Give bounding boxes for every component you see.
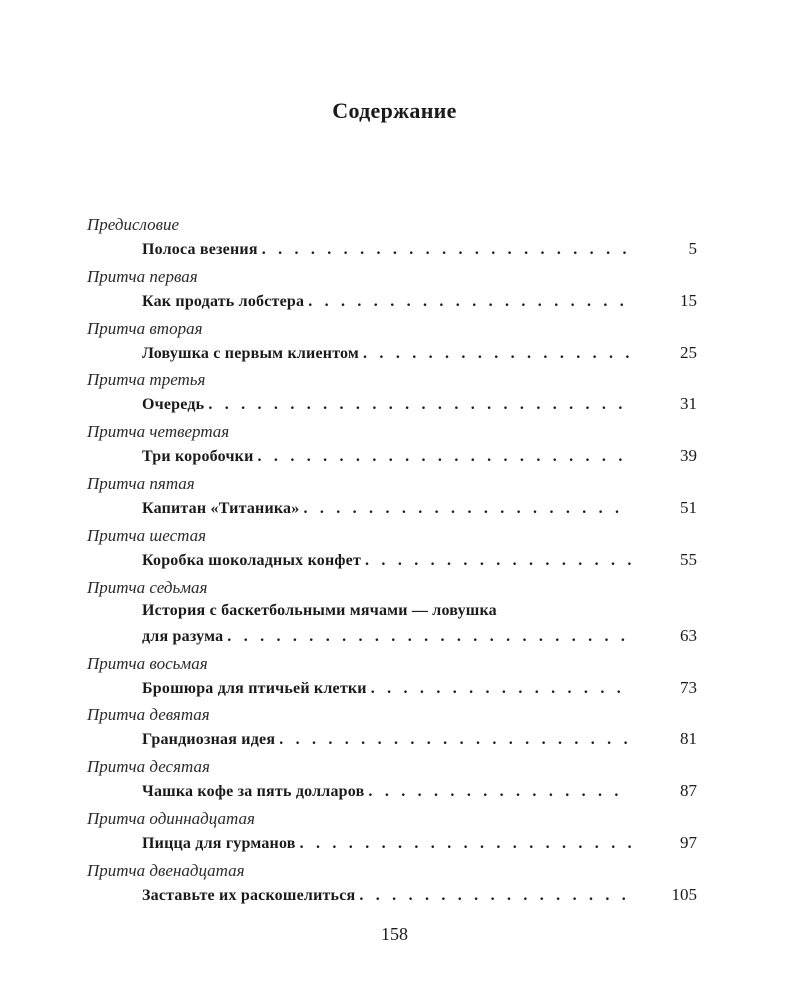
section-label: Предисловие [87,215,180,234]
page-number: 87 [680,781,697,801]
toc-line[interactable] [142,498,697,518]
toc-line[interactable] [142,394,697,414]
section-label: Притча пятая [87,473,195,493]
page-number: 97 [680,832,697,852]
section-label: Притча вторая [87,318,203,338]
page-title: Содержание [332,98,457,123]
toc-line[interactable] [142,291,697,311]
toc-line[interactable] [142,781,697,801]
toc-line[interactable] [142,446,697,466]
page-number: 51 [680,497,697,517]
page-number: 39 [680,446,697,466]
toc-entry [87,861,697,913]
chapter-title: Как продать лобстера [142,292,305,310]
chapter-title: Пицца для гурманов [142,834,296,852]
toc-entry [87,474,697,526]
toc-entry [87,809,697,861]
page-number: 31 [680,394,697,414]
page-number: 55 [680,549,697,569]
section-label: Притча девятая [87,705,210,725]
section-label: Притча четвертая [87,422,230,442]
toc-line[interactable] [142,602,697,620]
toc-line[interactable] [142,833,697,853]
section-label: Притча первая [87,266,198,286]
dot-leader [363,345,631,363]
table-of-contents [87,215,697,913]
page-number: 63 [680,625,697,645]
dot-leader [300,835,631,853]
section-label: Притча третья [87,370,206,390]
section-label: Притча двенадцатая [87,860,245,880]
chapter-title: Заставьте их раскошелиться [142,886,356,904]
toc-line[interactable] [142,678,697,698]
toc-entry [87,526,697,578]
dot-leader [359,887,631,905]
section-label: Притча шестая [87,525,206,545]
dot-leader [262,241,631,259]
toc-entry [87,654,697,706]
section-label: Притча восьмая [87,653,208,673]
chapter-title: Коробка шоколадных конфет [142,551,362,569]
toc-entry [87,705,697,757]
toc-entry [87,370,697,422]
toc-line[interactable] [142,239,697,259]
chapter-title-continuation: для разума [142,627,224,645]
section-label: Притча десятая [87,757,210,777]
toc-entry [87,267,697,319]
page-number: 25 [680,342,697,362]
dot-leader [371,680,631,698]
chapter-title: Полоса везения [142,241,258,258]
toc-entry [87,578,697,654]
toc-entry [87,757,697,809]
dot-leader [227,628,631,646]
toc-entry [87,319,697,371]
section-label: Притча седьмая [87,577,208,597]
chapter-title: Грандиозная идея [142,731,276,749]
chapter-title: Капитан «Титаника» [142,499,300,517]
dot-leader [258,448,631,466]
dot-leader [308,293,631,311]
toc-line-continuation[interactable] [142,626,697,646]
page-number: 105 [671,884,697,904]
toc-line[interactable] [142,885,697,905]
toc-line[interactable] [142,729,697,749]
dot-leader [279,731,631,749]
chapter-title: Три коробочки [142,448,254,466]
chapter-title: История с баскетбольными мячами — ловушка [142,601,497,619]
dot-leader [368,783,631,801]
page-number: 81 [680,729,697,749]
toc-entry [87,215,697,267]
toc-line[interactable] [142,550,697,570]
chapter-title: Брошюра для птичьей клетки [142,679,367,697]
page-number: 15 [680,290,697,310]
toc-entry [87,422,697,474]
page-number: 5 [688,239,697,258]
dot-leader [365,552,631,570]
page-footer-number: 158 [381,924,408,944]
chapter-title: Чашка кофе за пять долларов [142,783,365,801]
chapter-title: Ловушка с первым клиентом [142,344,360,362]
page-number: 73 [680,677,697,697]
toc-line[interactable] [142,343,697,363]
dot-leader [303,500,631,518]
dot-leader [208,396,631,414]
section-label: Притча одиннадцатая [87,808,255,828]
chapter-title: Очередь [142,396,205,414]
